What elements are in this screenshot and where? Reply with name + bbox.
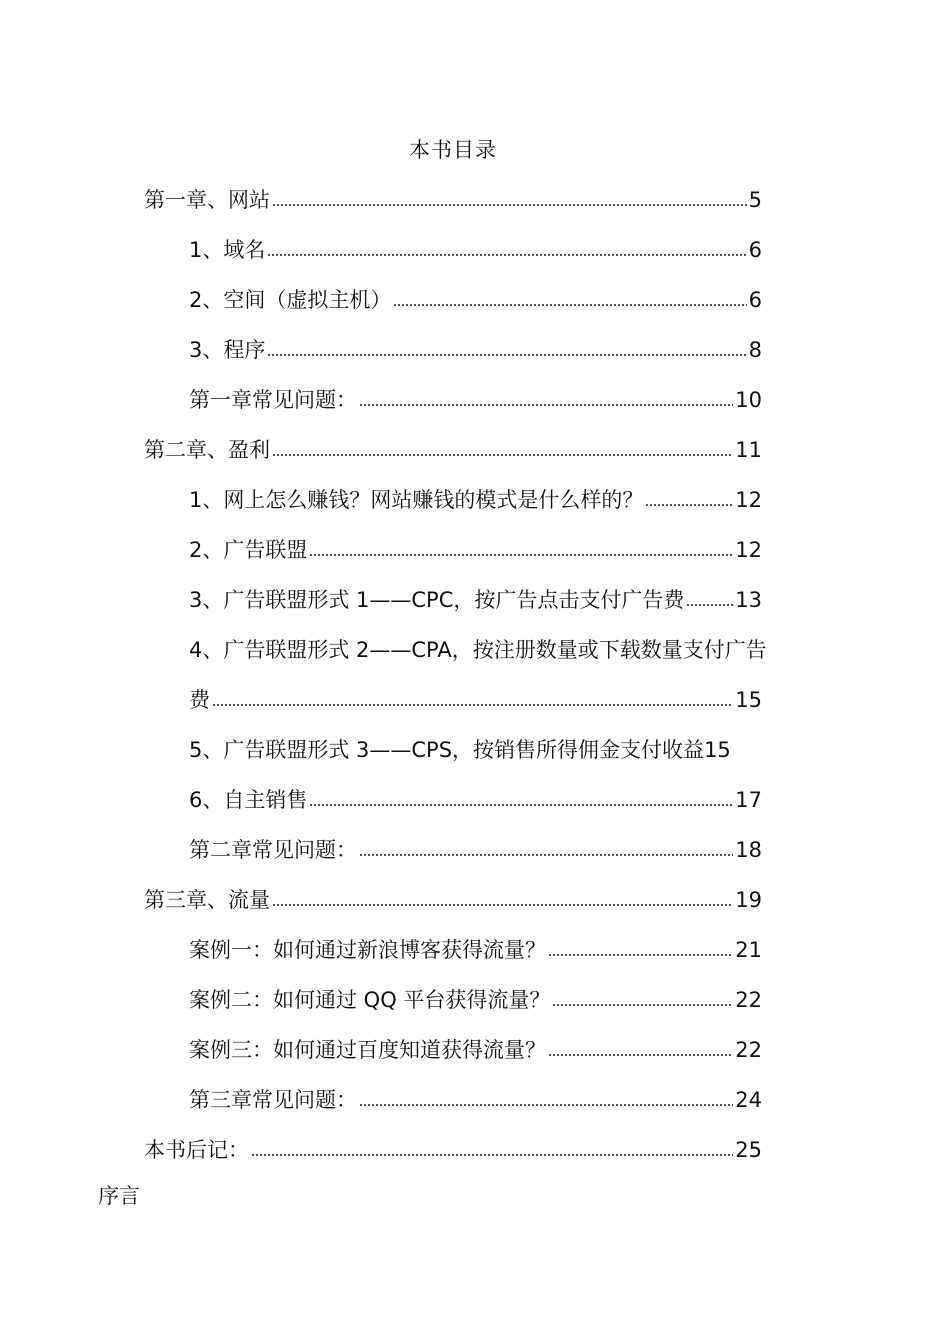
toc-entry-text: 第一章常见问题：: [189, 388, 357, 412]
toc-entry-text: 案例三：如何通过百度知道获得流量？: [189, 1038, 546, 1062]
toc-entry-text: 1、域名: [189, 238, 266, 262]
toc-entry-chapter-1-faq[interactable]: [189, 384, 762, 416]
toc-page-number: 22: [735, 988, 762, 1012]
toc-dot-leader: [645, 503, 733, 507]
toc-entry-case-3[interactable]: [189, 1034, 762, 1066]
toc-entry-program[interactable]: [189, 334, 762, 366]
toc-entry-text: 案例二：如何通过 QQ 平台获得流量？: [189, 988, 551, 1012]
toc-entry-text: 案例一：如何通过新浪博客获得流量？: [189, 938, 546, 962]
toc-dot-leader: [267, 253, 746, 257]
toc-entry-domain[interactable]: [189, 234, 762, 266]
toc-entry-text: 第二章常见问题：: [189, 838, 357, 862]
toc-dot-leader: [359, 403, 733, 407]
preface-heading: 序言: [98, 1184, 140, 1208]
toc-entry-hosting[interactable]: [189, 284, 762, 316]
toc-entry-text: 3、程序: [189, 338, 266, 362]
toc-page-number: 21: [735, 938, 762, 962]
toc-entry-cpa-line2[interactable]: [189, 684, 762, 716]
toc-dot-leader: [552, 1003, 733, 1007]
toc-entry-text: 5、广告联盟形式 3——CPS，按销售所得佣金支付收益: [189, 738, 705, 762]
toc-entry-text: 2、空间（虚拟主机）: [189, 288, 392, 312]
toc-dot-leader: [267, 353, 746, 357]
toc-entry-text: 费: [189, 688, 210, 712]
toc-entry-case-2[interactable]: [189, 984, 762, 1016]
toc-page-number: 18: [735, 838, 762, 862]
toc-page-number: 12: [735, 488, 762, 512]
toc-title: 本书目录: [409, 138, 497, 162]
toc-entry-text: 本书后记：: [144, 1138, 249, 1162]
toc-entry-chapter-3[interactable]: [144, 884, 762, 916]
toc-entry-text: 6、自主销售: [189, 788, 308, 812]
toc-dot-leader: [272, 453, 733, 457]
toc-page-number: 13: [735, 588, 762, 612]
toc-dot-leader: [309, 553, 733, 557]
toc-entry-text: 2、广告联盟: [189, 538, 308, 562]
toc-entry-cpa-line1[interactable]: 4、广告联盟形式 2——CPA，按注册数量或下载数量支付广告: [189, 638, 767, 662]
toc-entry-chapter-2-faq[interactable]: [189, 834, 762, 866]
toc-entry-text: 3、广告联盟形式 1——CPC，按广告点击支付广告费: [189, 588, 685, 612]
toc-page-number: 24: [735, 1088, 762, 1112]
toc-entry-text: 1、网上怎么赚钱？网站赚钱的模式是什么样的？: [189, 488, 644, 512]
toc-page-number: 25: [735, 1138, 762, 1162]
toc-entry-text: 第二章、盈利: [144, 438, 270, 462]
toc-dot-leader: [212, 703, 733, 707]
toc-entry-ad-network[interactable]: [189, 534, 762, 566]
toc-entry-self-sales[interactable]: [189, 784, 762, 816]
toc-page-number: 17: [735, 788, 762, 812]
toc-entry-text: 第一章、网站: [144, 188, 270, 212]
toc-page-number: 10: [735, 388, 762, 412]
toc-entry-case-1[interactable]: [189, 934, 762, 966]
toc-page-number: 22: [735, 1038, 762, 1062]
toc-dot-leader: [548, 1053, 733, 1057]
toc-entry-chapter-2[interactable]: [144, 434, 762, 466]
toc-page-number: 15: [735, 688, 762, 712]
toc-page-number: 5: [748, 188, 762, 212]
toc-page-number: 8: [748, 338, 762, 362]
toc-entry-text: 第三章、流量: [144, 888, 270, 912]
toc-entry-chapter-1[interactable]: [144, 184, 762, 216]
toc-entry-text: 第三章常见问题：: [189, 1088, 357, 1112]
toc-dot-leader: [272, 203, 747, 207]
toc-entry-how-to-earn[interactable]: [189, 484, 762, 516]
toc-entry-afterword[interactable]: [144, 1134, 762, 1166]
toc-dot-leader: [686, 603, 733, 607]
toc-page-number: 6: [748, 288, 762, 312]
toc-entry-cps[interactable]: [189, 734, 762, 766]
toc-entry-chapter-3-faq[interactable]: [189, 1084, 762, 1116]
toc-dot-leader: [251, 1153, 733, 1157]
toc-page-number: 6: [748, 238, 762, 262]
toc-dot-leader: [393, 303, 746, 307]
toc-dot-leader: [272, 903, 733, 907]
toc-entry-cpc[interactable]: [189, 584, 762, 616]
toc-page-number: 19: [735, 888, 762, 912]
toc-dot-leader: [359, 853, 733, 857]
toc-dot-leader: [359, 1103, 733, 1107]
toc-page-number: 15: [704, 738, 731, 762]
toc-dot-leader: [309, 803, 733, 807]
toc-dot-leader: [548, 953, 733, 957]
toc-page-number: 11: [735, 438, 762, 462]
toc-page-number: 12: [735, 538, 762, 562]
